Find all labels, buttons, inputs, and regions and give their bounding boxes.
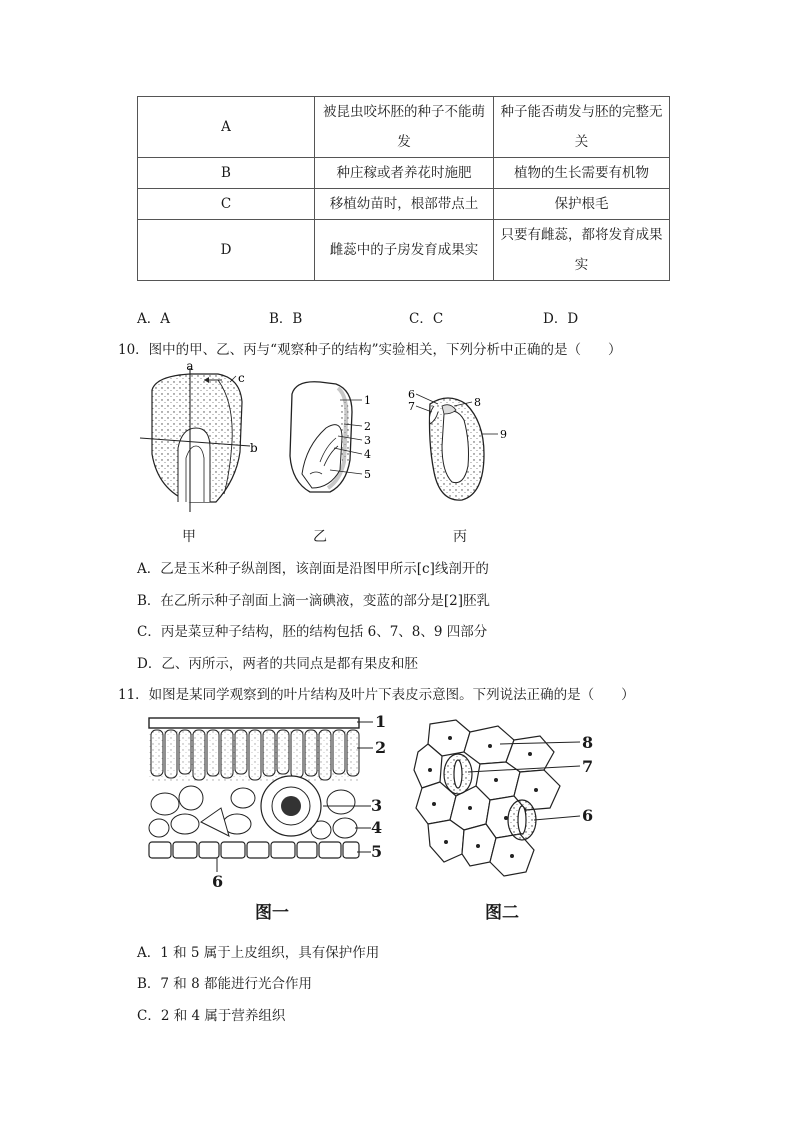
fig2-label-8: 8	[582, 733, 594, 752]
option-c[interactable]: C．C	[409, 311, 444, 327]
fig2-caption: 图二	[485, 903, 519, 923]
fig1-caption: 图一	[255, 903, 289, 923]
table-cell: 雌蕊中的子房发育成果实	[315, 220, 494, 281]
table-cell: A	[138, 97, 315, 158]
option-b[interactable]: B．B	[269, 311, 303, 327]
table-row	[138, 220, 670, 281]
q10-option-b[interactable]: B．在乙所示种子剖面上滴一滴碘液，变蓝的部分是[2]胚乳	[137, 593, 491, 609]
q11-option-a[interactable]: A．1 和 5 属于上皮组织，具有保护作用	[137, 945, 380, 961]
label-b: b	[250, 441, 258, 455]
option-a[interactable]: A．A	[137, 311, 170, 327]
label-2: 2	[364, 420, 371, 433]
table-cell: C	[138, 189, 315, 220]
bean-seed-bing	[416, 394, 498, 500]
q10-stem: 10．图中的甲、乙、丙与“观察种子的结构”实验相关，下列分析中正确的是（ ）	[118, 342, 622, 358]
label-a: a	[186, 362, 194, 373]
table-cell: 只要有雌蕊，都将发育成果实	[494, 220, 670, 281]
table-cell: 种庄稼或者养花时施肥	[315, 158, 494, 189]
label-9: 9	[500, 428, 507, 441]
label-c: c	[238, 371, 245, 385]
table-cell: D	[138, 220, 315, 281]
table-cell: 被昆虫咬坏胚的种子不能萌发	[315, 97, 494, 158]
label-4: 4	[364, 448, 371, 461]
table-cell: 移植幼苗时，根部带点土	[315, 189, 494, 220]
table-cell: B	[138, 158, 315, 189]
fig2-label-6: 6	[582, 806, 594, 825]
fig1-label-3: 3	[371, 796, 383, 815]
q9-options	[137, 307, 578, 327]
q10-option-c[interactable]: C．丙是菜豆种子结构，胚的结构包括 6、7、8、9 四部分	[137, 624, 488, 640]
table-cell: 种子能否萌发与胚的完整无关	[494, 97, 670, 158]
caption-bing: 丙	[453, 529, 467, 545]
label-3: 3	[364, 434, 371, 447]
table-row	[138, 97, 670, 158]
fig1-label-6: 6	[212, 872, 224, 891]
fig1-label-1: 1	[375, 712, 387, 731]
q10-option-a[interactable]: A．乙是玉米种子纵剖图，该剖面是沿图甲所示[c]线剖开的	[137, 561, 489, 577]
label-6: 6	[408, 388, 415, 401]
q11-option-c[interactable]: C．2 和 4 属于营养组织	[137, 1008, 286, 1024]
caption-yi: 乙	[313, 529, 327, 545]
label-5: 5	[364, 468, 371, 481]
q10-option-d[interactable]: D．乙、丙所示，两者的共同点是都有果皮和胚	[137, 656, 418, 672]
leaf-cross-section-figure	[145, 712, 395, 922]
label-1: 1	[364, 394, 371, 407]
label-8: 8	[474, 396, 481, 409]
table-row	[138, 189, 670, 220]
fig1-label-4: 4	[371, 818, 383, 837]
caption-jia: 甲	[182, 529, 196, 545]
table-row	[138, 158, 670, 189]
seed-structure-figure	[130, 362, 530, 552]
option-d[interactable]: D．D	[543, 311, 579, 327]
lower-epidermis-figure	[410, 716, 600, 886]
corn-seed-jia	[140, 368, 250, 512]
label-7: 7	[408, 400, 415, 413]
q11-stem: 11．如图是某同学观察到的叶片结构及叶片下表皮示意图。下列说法正确的是（ ）	[118, 687, 635, 703]
table-cell: 保护根毛	[494, 189, 670, 220]
corn-section-yi	[290, 382, 362, 492]
q11-option-b[interactable]: B．7 和 8 都能进行光合作用	[137, 976, 312, 992]
q9-table	[137, 96, 670, 281]
fig1-label-5: 5	[371, 842, 383, 861]
fig1-label-2: 2	[375, 738, 387, 757]
table-cell: 植物的生长需要有机物	[494, 158, 670, 189]
fig2-label-7: 7	[582, 757, 594, 776]
